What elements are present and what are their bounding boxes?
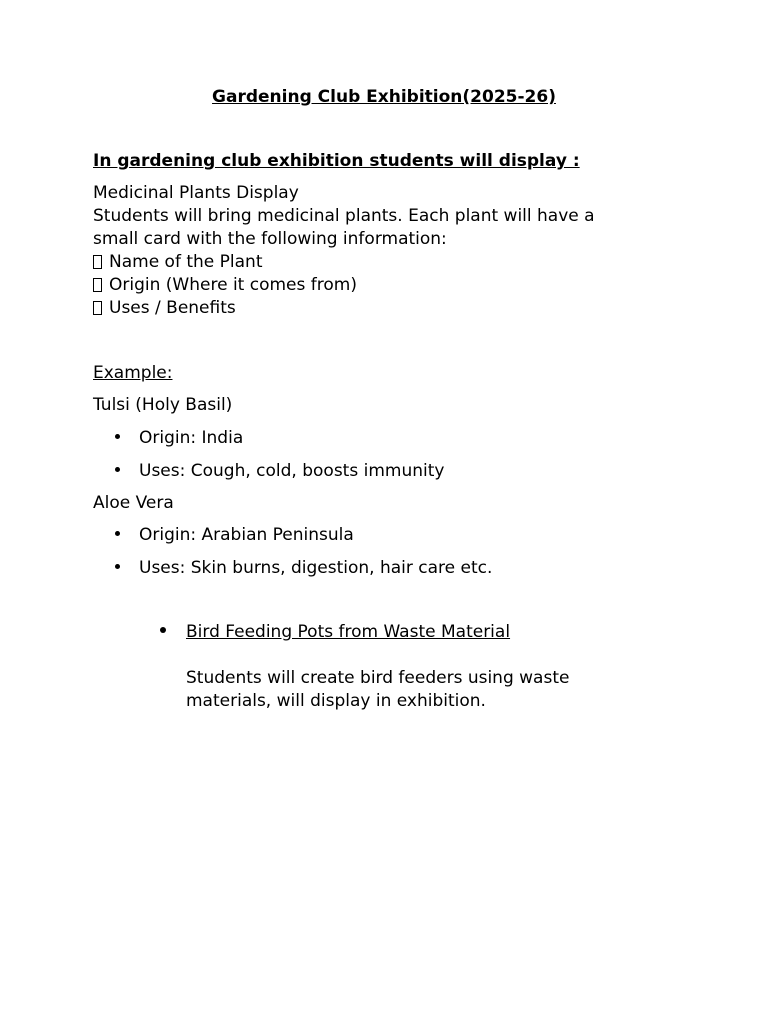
bullet-icon xyxy=(160,627,166,633)
plant-uses: Uses: Skin burns, digestion, hair care etc. xyxy=(139,558,493,578)
bullet-icon xyxy=(115,531,120,536)
checkbox-glyph-icon xyxy=(93,301,102,315)
medicinal-heading: Medicinal Plants Display xyxy=(93,183,299,203)
list-item xyxy=(115,557,492,580)
list-item xyxy=(115,427,243,450)
bullet-icon xyxy=(115,467,120,472)
bird-feeding-heading: Bird Feeding Pots from Waste Material xyxy=(186,622,511,642)
medicinal-description-line-2: small card with the following information: xyxy=(93,229,447,249)
info-item-label: Origin (Where it comes from) xyxy=(109,275,357,295)
plant-name-tulsi: Tulsi (Holy Basil) xyxy=(93,395,233,415)
medicinal-section xyxy=(93,182,653,320)
intro-heading: In gardening club exhibition students will display : xyxy=(93,151,580,171)
info-item-label: Uses / Benefits xyxy=(109,298,236,318)
info-item-label: Name of the Plant xyxy=(109,252,263,272)
info-item xyxy=(93,297,653,320)
example-heading: Example: xyxy=(93,363,173,383)
bird-feeding-description-line-1: Students will create bird feeders using waste xyxy=(186,668,570,688)
bird-section-bullet xyxy=(160,621,166,644)
checkbox-glyph-icon xyxy=(93,278,102,292)
list-item xyxy=(115,524,354,547)
plant-name-aloe-vera: Aloe Vera xyxy=(93,493,174,513)
checkbox-glyph-icon xyxy=(93,255,102,269)
bullet-icon xyxy=(115,434,120,439)
plant-uses: Uses: Cough, cold, boosts immunity xyxy=(139,461,445,481)
plant-origin: Origin: India xyxy=(139,428,244,448)
bird-feeding-description-line-2: materials, will display in exhibition. xyxy=(186,691,486,711)
info-item xyxy=(93,274,653,297)
medicinal-description-line-1: Students will bring medicinal plants. Each plant will have a xyxy=(93,206,595,226)
bullet-icon xyxy=(115,564,120,569)
document-title: Gardening Club Exhibition(2025-26) xyxy=(212,87,556,107)
list-item xyxy=(115,460,444,483)
bird-feeding-description xyxy=(186,667,569,713)
plant-origin: Origin: Arabian Peninsula xyxy=(139,525,354,545)
info-item xyxy=(93,251,653,274)
